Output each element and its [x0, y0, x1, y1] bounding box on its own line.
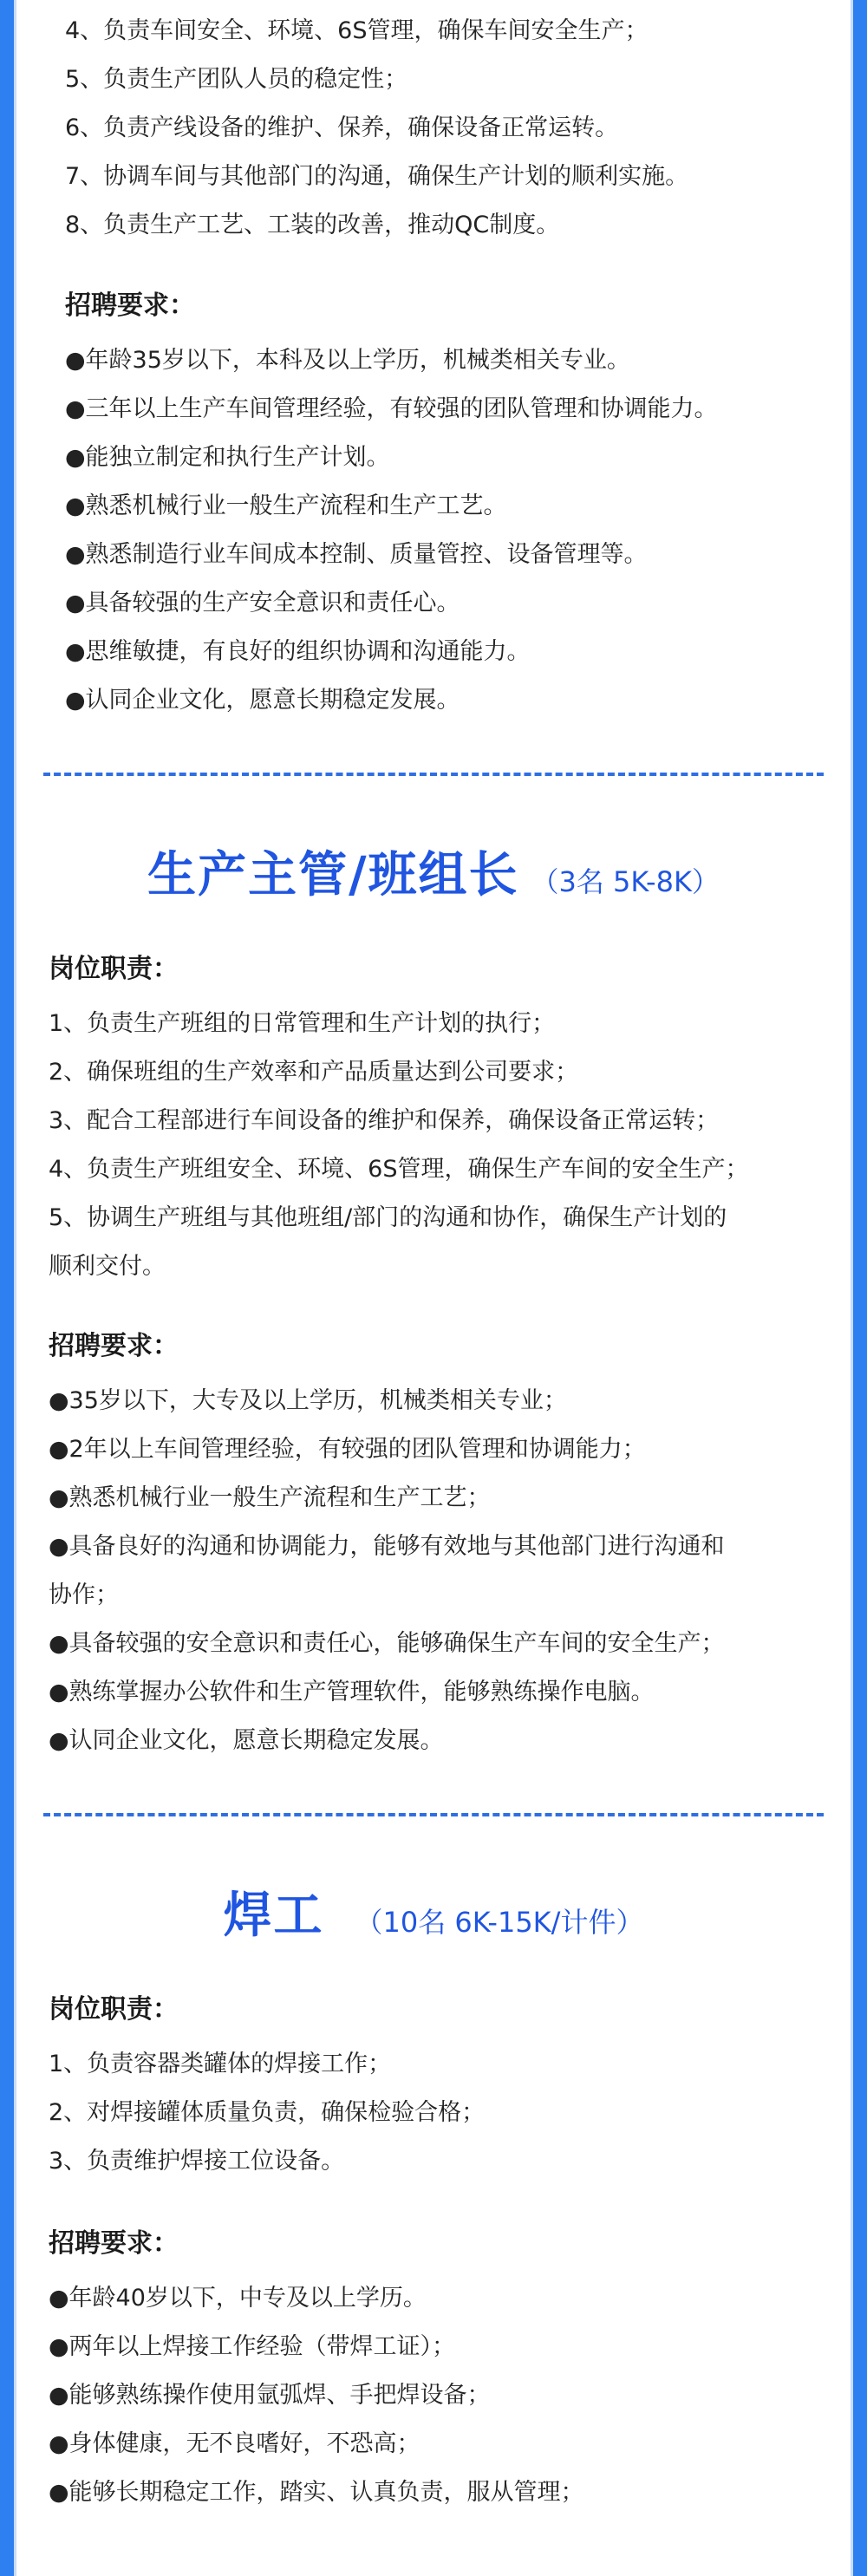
duty-item: 3、配合工程部进行车间设备的维护和保养，确保设备正常运转； — [49, 1107, 720, 1134]
duty-item: 6、负责产线设备的维护、保养，确保设备正常运转。 — [65, 114, 619, 141]
duties-heading: 岗位职责： — [49, 954, 179, 984]
requirement-item: ●认同企业文化，愿意长期稳定发展。 — [49, 1727, 444, 1754]
duty-item: 7、协调车间与其他部门的沟通，确保生产计划的顺利实施。 — [65, 163, 689, 190]
duty-item: 4、负责生产班组安全、环境、6S管理，确保生产车间的安全生产； — [49, 1156, 749, 1183]
section-divider — [43, 773, 824, 776]
requirement-item: ●35岁以下，大专及以上学历，机械类相关专业； — [49, 1387, 567, 1414]
section-divider — [43, 1813, 824, 1816]
requirement-item: ●具备良好的沟通和协调能力，能够有效地与其他部门进行沟通和 — [49, 1533, 725, 1560]
requirement-item: ●能独立制定和执行生产计划。 — [65, 444, 390, 471]
duty-item: 3、负责维护焊接工位设备。 — [49, 2148, 345, 2175]
duty-item: 2、确保班组的生产效率和产品质量达到公司要求； — [49, 1059, 579, 1086]
requirement-item: ●年龄40岁以下，中专及以上学历。 — [49, 2285, 427, 2312]
requirement-item: ●熟悉机械行业一般生产流程和生产工艺； — [49, 1484, 491, 1511]
duty-item: 1、负责容器类罐体的焊接工作； — [49, 2051, 392, 2077]
requirement-item: ●能够长期稳定工作，踏实、认真负责，服从管理； — [49, 2479, 584, 2506]
requirement-item: ●思维敏捷，有良好的组织协调和沟通能力。 — [65, 638, 531, 665]
requirement-item: ●熟悉机械行业一般生产流程和生产工艺。 — [65, 492, 507, 519]
requirements-heading: 招聘要求： — [65, 290, 195, 321]
job-title: 生产主管/班组长 — [147, 847, 519, 903]
requirement-item: ●具备较强的生产安全意识和责任心。 — [65, 590, 460, 616]
requirement-item: ●具备较强的安全意识和责任心，能够确保生产车间的安全生产； — [49, 1630, 725, 1657]
duty-item: 5、协调生产班组与其他班组/部门的沟通和协作，确保生产计划的 — [49, 1204, 727, 1231]
duty-item: 4、负责车间安全、环境、6S管理，确保车间安全生产； — [65, 17, 649, 44]
requirement-item: ●两年以上焊接工作经验（带焊工证）； — [49, 2333, 456, 2360]
duty-item: 2、对焊接罐体质量负责，确保检验合格； — [49, 2099, 486, 2126]
requirement-item: ●年龄35岁以下，本科及以上学历，机械类相关专业。 — [65, 347, 630, 374]
job-title-row — [0, 837, 867, 906]
requirement-item: ●能够熟练操作使用氩弧焊、手把焊设备； — [49, 2382, 491, 2409]
job-subtitle: （3名 5K-8K） — [531, 865, 720, 898]
duties-heading: 岗位职责： — [49, 1994, 179, 2025]
requirement-item: ●熟练掌握办公软件和生产管理软件，能够熟练操作电脑。 — [49, 1679, 655, 1705]
requirement-item: ●三年以上生产车间管理经验，有较强的团队管理和协调能力。 — [65, 395, 718, 422]
job-subtitle: （10名 6K-15K/计件） — [355, 1906, 644, 1939]
requirement-item: ●2年以上车间管理经验，有较强的团队管理和协调能力； — [49, 1436, 646, 1463]
requirement-item: ●认同企业文化，愿意长期稳定发展。 — [65, 687, 460, 714]
requirement-item: ●熟悉制造行业车间成本控制、质量管控、设备管理等。 — [65, 541, 648, 568]
duty-item: 8、负责生产工艺、工装的改善，推动QC制度。 — [65, 212, 560, 238]
duty-item: 顺利交付。 — [49, 1253, 166, 1280]
content-card — [14, 0, 853, 2576]
duty-item: 5、负责生产团队人员的稳定性； — [65, 66, 408, 93]
duty-item: 1、负责生产班组的日常管理和生产计划的执行； — [49, 1010, 556, 1037]
requirements-heading: 招聘要求： — [49, 2228, 179, 2259]
job-title: 焊工 — [223, 1888, 324, 1944]
requirements-heading: 招聘要求： — [49, 1331, 179, 1361]
requirement-item: 协作； — [49, 1581, 119, 1608]
requirement-item: ●身体健康，无不良嗜好，不恐高； — [49, 2430, 420, 2457]
job-title-row — [0, 1877, 867, 1947]
